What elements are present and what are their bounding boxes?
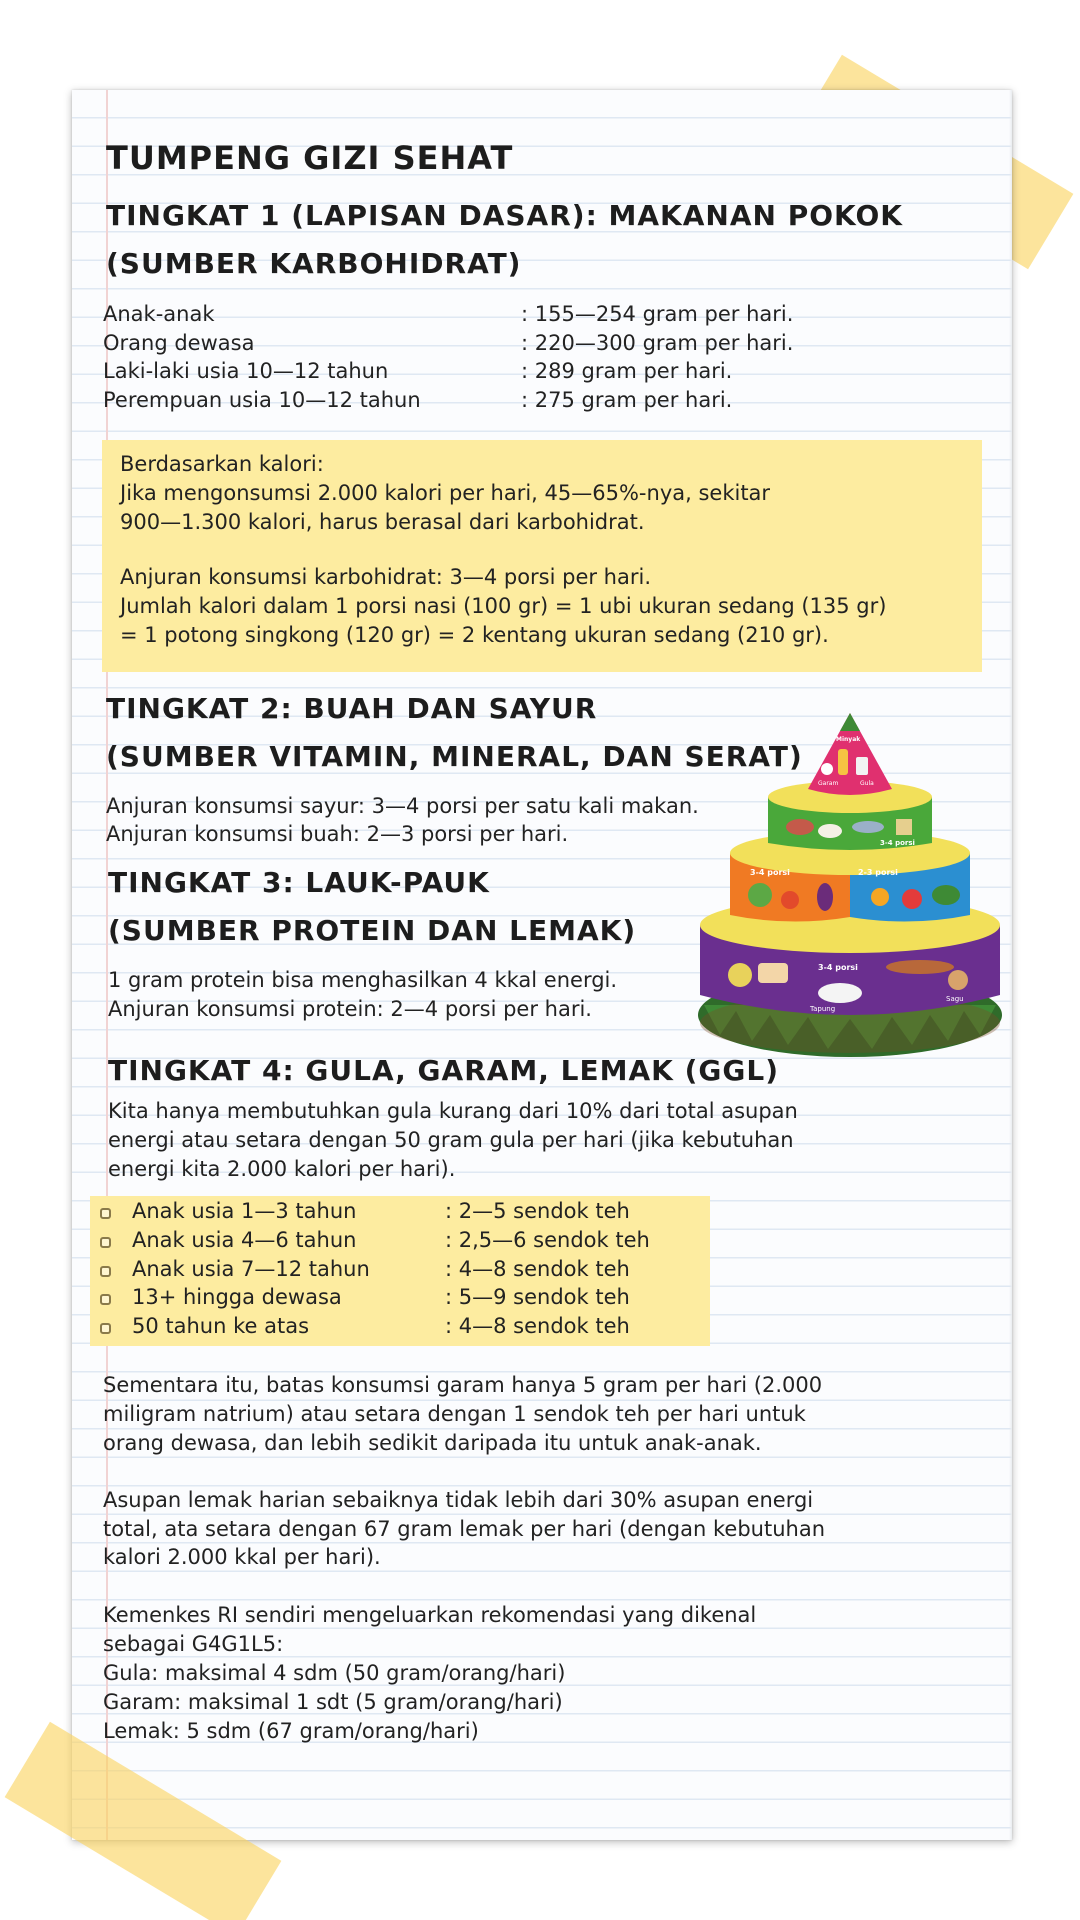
fish-food	[852, 821, 884, 833]
recommendation-line: Garam: maksimal 1 sdt (5 gram/orang/hari)	[103, 1690, 563, 1714]
bread-food	[758, 963, 788, 983]
tier4-intro-line: Kita hanya membutuhkan gula kurang dari 10% dari total asupan	[108, 1099, 798, 1123]
tier3-line: Anjuran konsumsi protein: 2—4 porsi per hari.	[108, 997, 592, 1021]
tier1-heading-line1: TINGKAT 1 (LAPISAN DASAR): MAKANAN POKOK	[106, 199, 903, 232]
box-line: Anjuran konsumsi karbohidrat: 3—4 porsi per hari.	[120, 565, 652, 589]
tomato-food	[781, 891, 799, 909]
protein-portion-label: 3-4 porsi	[880, 839, 915, 847]
recommendation-line: sebagai G4G1L5:	[103, 1632, 284, 1656]
sugar-limit-value: : 2,5—6 sendok teh	[445, 1228, 650, 1252]
row-label: Anak-anak	[103, 302, 215, 326]
row-value: : 155—254 gram per hari.	[521, 302, 794, 326]
egg-food	[818, 824, 842, 838]
box-line: Jumlah kalori dalam 1 porsi nasi (100 gr) = 1 ubi ukuran sedang (135 gr)	[120, 594, 887, 618]
tier4-intro-line: energi kita 2.000 kalori per hari).	[108, 1157, 456, 1181]
tier2-line: Anjuran konsumsi sayur: 3—4 porsi per satu kali makan.	[106, 794, 699, 818]
box-line: 900—1.300 kalori, harus berasal dari karbohidrat.	[120, 510, 645, 534]
tier4-heading: TINGKAT 4: GULA, GARAM, LEMAK (GGL)	[108, 1054, 780, 1087]
tier4-intro-line: energi atau setara dengan 50 gram gula per hari (jika kebutuhan	[108, 1128, 794, 1152]
age-group-label: 50 tahun ke atas	[132, 1314, 310, 1338]
tier1-row	[103, 300, 794, 329]
vegetable-portion-label: 3-4 porsi	[750, 868, 790, 877]
sugar-limit-value: : 4—8 sendok teh	[445, 1257, 630, 1281]
sago-label: Sagu	[946, 995, 964, 1003]
box-line: Berdasarkan kalori:	[120, 452, 324, 476]
tier3-heading-line1: TINGKAT 3: LAUK-PAUK	[108, 866, 490, 899]
tier3-heading-line2: (SUMBER PROTEIN DAN LEMAK)	[108, 914, 637, 947]
orange-food	[871, 888, 889, 906]
cone-tip-leaf	[840, 713, 860, 731]
tier1-heading-line2: (SUMBER KARBOHIDRAT)	[106, 247, 522, 280]
bullet-icon	[100, 1266, 111, 1277]
tumpeng-pyramid-illustration	[690, 705, 1010, 1065]
tapioca-label: Tapung	[810, 1005, 836, 1013]
fat-paragraph-line: kalori 2.000 kkal per hari).	[103, 1545, 381, 1569]
tier2-line: Anjuran konsumsi buah: 2—3 porsi per hari.	[106, 822, 569, 846]
fruit-portion-label: 2-3 porsi	[858, 868, 898, 877]
apple-food	[902, 889, 922, 909]
bullet-icon	[100, 1323, 111, 1334]
sugar-label: Gula	[860, 780, 874, 787]
row-label: Orang dewasa	[103, 331, 255, 355]
oil-label: Minyak	[836, 736, 861, 743]
box-line: Jika mengonsumsi 2.000 kalori per hari, 45—65%-nya, sekitar	[120, 481, 771, 505]
carbohydrate-info-box	[102, 440, 982, 672]
bullet-icon	[100, 1237, 111, 1248]
recommendation-line: Gula: maksimal 4 sdm (50 gram/orang/hari)	[103, 1661, 566, 1685]
sago-food	[948, 970, 968, 990]
page-title: TUMPENG GIZI SEHAT	[106, 139, 514, 177]
sugar-limit-value: : 2—5 sendok teh	[445, 1199, 630, 1223]
fat-paragraph-line: total, ata setara dengan 67 gram lemak per hari (dengan kebutuhan	[103, 1517, 825, 1541]
tier1-row	[103, 329, 794, 358]
row-label: Laki-laki usia 10—12 tahun	[103, 359, 389, 383]
corn-food	[728, 963, 752, 987]
salt-pile-food	[821, 763, 833, 775]
tier1-row	[103, 386, 733, 415]
recommendation-line: Kemenkes RI sendiri mengeluarkan rekomendasi yang dikenal	[103, 1603, 757, 1627]
cassava-food	[886, 960, 954, 974]
row-value: : 220—300 gram per hari.	[521, 331, 794, 355]
oil-bottle-food	[838, 749, 848, 775]
recommendation-line: Lemak: 5 sdm (67 gram/orang/hari)	[103, 1719, 479, 1743]
meat-food	[786, 819, 814, 835]
tofu-food	[896, 819, 912, 835]
tier2-heading-line2: (SUMBER VITAMIN, MINERAL, DAN SERAT)	[106, 740, 803, 773]
watermelon-food	[932, 885, 960, 905]
tier3-line: 1 gram protein bisa menghasilkan 4 kkal energi.	[108, 968, 618, 992]
eggplant-food	[817, 883, 833, 911]
salt-label: Garam	[818, 780, 839, 787]
base-portion-label: 3-4 porsi	[818, 963, 858, 972]
fat-paragraph-line: Asupan lemak harian sebaiknya tidak lebih dari 30% asupan energi	[103, 1488, 814, 1512]
row-value: : 275 gram per hari.	[521, 388, 733, 412]
salt-paragraph-line: miligram natrium) atau setara dengan 1 sendok teh per hari untuk	[103, 1402, 806, 1426]
salt-paragraph-line: Sementara itu, batas konsumsi garam hanya 5 gram per hari (2.000	[103, 1373, 823, 1397]
age-group-label: Anak usia 1—3 tahun	[132, 1199, 357, 1223]
salt-paragraph-line: orang dewasa, dan lebih sedikit daripada itu untuk anak-anak.	[103, 1431, 762, 1455]
tier2-heading-line1: TINGKAT 2: BUAH DAN SAYUR	[106, 692, 598, 725]
tier1-row	[103, 357, 733, 386]
flour-bowl-food	[818, 983, 862, 1003]
cabbage-food	[748, 883, 772, 907]
sugar-limit-value: : 4—8 sendok teh	[445, 1314, 630, 1338]
sugar-limit-value: : 5—9 sendok teh	[445, 1285, 630, 1309]
box-line: = 1 potong singkong (120 gr) = 2 kentang ukuran sedang (210 gr).	[120, 623, 829, 647]
bullet-icon	[100, 1294, 111, 1305]
row-value: : 289 gram per hari.	[521, 359, 733, 383]
age-group-label: 13+ hingga dewasa	[132, 1285, 342, 1309]
age-group-label: Anak usia 7—12 tahun	[132, 1257, 370, 1281]
bullet-icon	[100, 1208, 111, 1219]
row-label: Perempuan usia 10—12 tahun	[103, 388, 421, 412]
age-group-label: Anak usia 4—6 tahun	[132, 1228, 357, 1252]
sugar-jar-food	[856, 757, 868, 775]
